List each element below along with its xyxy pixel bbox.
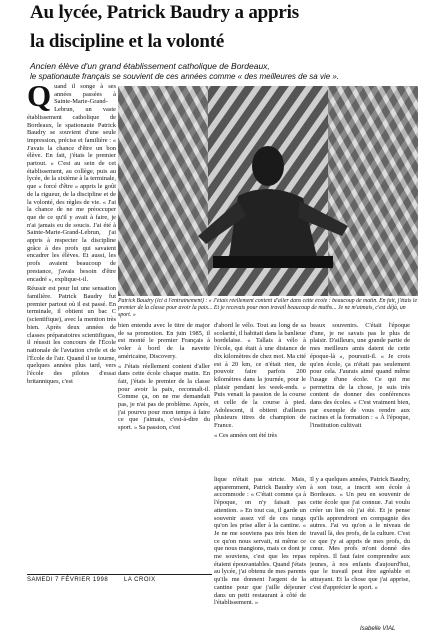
headline-line2: la discipline et la volonté	[30, 31, 225, 52]
footer-date: SAMEDI 7 FÉVRIER 1998	[27, 577, 109, 583]
column-3-paragraph-2: « Ces années ont été très	[214, 431, 277, 439]
column-3-paragraph-1: d'abord le vélo. Tout au long de sa scolarité, il habitait dans la banlieue bordelaise. « Tallais à vélo à l'école, qui était à une distance de dix kilomètres de chez moi. Ma cité est à 20 km, ce n'était rien, de pouvoir faire parfois 200 kilomètres dans la journée, pour le plaisir pendant les week-ends. » Puis venait la passion de la course et celle de la course à pied. Adolescent, il obtient d'ailleurs plusieurs titres de champion de France.	[214, 322, 306, 430]
footer-rule	[27, 574, 212, 575]
column-2-paragraph-2: « J'étais réellement content d'aller dans cette école chaque matin. En fait, j'étais le premier de la classe pour avoir la paix, reconnaît-il. Comme ça, on ne me demandait pas, je n'ai pas de problème. Après, j'ai pourvu pour mon temps à faire ce que j'aimais, c'est-à-dire du sport. » Sa passion, c'est	[118, 362, 210, 432]
article-column-5	[214, 476, 306, 628]
column-1-paragraph-1: uand il songe à ses années passées à Sainte-Marie-Grand-Lebrun, un vaste établissement catholique de Bordeaux, le spationaute Patrick Baudry se souvient d'une seule impression, précise et familière : « J'avais la chance d'être un bon élève. En fait, j'étais le premier partout. » C'est au sein de cet établissement, au collège, puis au lycée, de la sixième à la terminale, que « forcé d'être » appris le goût de la rigueur, de la discipline et de la volonté, des règles de vie. « J'ai la chance de ne me préoccuper que de ce qu'il y avait à faire, je n'ai jamais eu de soucis. J'ai été à Sainte-Marie-Grand-Lebrun, j'ai appris à respecter la discipline grâce à des profs qui savaient encadrer les élèves. Et aussi, les profs avaient beaucoup de prestance, j'avais besoin d'être encadré », explique-t-il.	[27, 83, 116, 283]
drop-cap: Q	[27, 83, 52, 113]
photo-illustration	[118, 86, 418, 296]
column-5-paragraph-1: lique n'était pas stricte. Mais, apparemment, Patrick Baudry s'en accommode : « C'était comme ça à l'époque, on n'y faisait pas attention. » En tout cas, il garde un souvenir assez vif de ces rangs qu'on les prise aller à la cantine. « Je ne me souviens pas très bien de ce qu'on nous servait, ni même ce que nous mangions, mais ce dont je me souviens, c'est que les repas étaient épouvantables. Quand j'étais au lycée, j'ai obtenu de mes parents qu'ils me donnent l'argent de la cantine pour que j'aille déjeuner dans un petit restaurant à côté de l'établissement. »	[214, 476, 306, 607]
article-column-6	[310, 476, 410, 620]
footer-paper: LA CROIX	[124, 577, 156, 583]
author-byline: Isabelle VIAL	[360, 626, 396, 632]
article-column-2	[118, 322, 210, 570]
photo-caption: Patrick Baudry (ici à l'entraînement) : « J'étais réellement content d'aller dans cette école : beaucoup de matin. En fait, j'étais le premier de la classe pour avoir la paix... Et je recevais pour mon travail beaucoup de maths... Je ne m'aimais, c'est déjà, un sport. »	[118, 298, 418, 318]
article-photo	[118, 86, 418, 296]
article-column-4	[310, 322, 410, 472]
article-column-1	[27, 83, 116, 569]
column-4-paragraph-1: beaux souvenirs. C'était l'époque d'une, je ne savais pas le plus de plaisir. D'ailleurs, une grande partie de mes meilleurs amis datent de cette époque-là », poursuit-il. « Je crois qu'en école, ça n'était pas seulement pour cela. J'aurais aimé quand même l'usage d'une école. Ce qui me permettra de la chose, je suis très content de donner des conférences dans des écoles. « C'est vraiment bien, par exemple de vous rendre aux racines et la formation : « À l'époque, l'institution cultivait	[310, 322, 410, 430]
column-2-paragraph-1: bien entendu avec le titre de major de sa promotion. En juin 1985, il est monté le premier Français à voler à bord de la navette américaine, Discovery.	[118, 322, 210, 360]
article-column-3	[214, 322, 306, 472]
column-1-paragraph-2: Réussir est pour lui une sensation familière. Patrick Baudry fut premier partout où il est passé. En terminale, il obtient un bac C (scientifique), avec la mention très bien. Après deux années de classes préparatoires scientifiques, il réussit les concours de l'École nationale de l'aviation civile et de l'École de l'air. Quand il se tourne, quelques années plus tard, vers l'école des pilotes d'essai britanniques, c'est	[27, 285, 116, 385]
subhead-line2: le spationaute français se souvient de ces années comme « des meilleures de sa vie ».	[30, 72, 340, 81]
headline-line1: Au lycée, Patrick Baudry a appris	[30, 2, 299, 23]
subhead-line1: Ancien élève d'un grand établissement catholique de Bordeaux,	[30, 61, 270, 71]
column-6-paragraph-1: Il y a quelques années, Patrick Baudry, à son tour, a inscrit son école à Bordeaux. « Un peu en souvenir de cette école que j'ai connue. J'ai voulu créer un lien où j'ai été. Et je pense qu'ils apprendront en compagnie des autres. J'ai vu qu'on a le niveau de travail là, des profs, de la culture. C'est ce que j'y ai appris de mes profs, du cœur. Mes profs m'ont donné des repères. Il faut faire comprendre aux jeunes, à nos enfants d'aujourd'hui, que le travail peut être agréable et attrayant. Et la chose que j'ai apprise, c'est d'apprécier le sport. »	[310, 476, 410, 591]
